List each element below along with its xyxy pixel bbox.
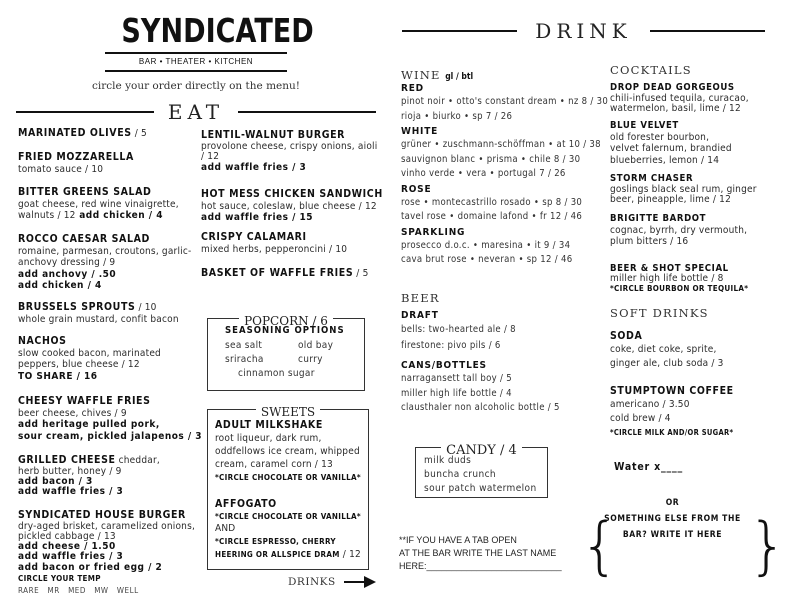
logo — [105, 11, 314, 74]
wine-item[interactable]: grüner • zuschmann-schöffman • at 10 / 38 — [401, 139, 601, 150]
right-brace-icon: } — [748, 509, 788, 582]
eat-heading-label: EAT — [167, 100, 225, 124]
logo-rule-bottom — [105, 70, 287, 72]
tab-notice: **IF YOU HAVE A TAB OPEN AT THE BAR WRITE THE LAST NAME HERE:___________________________ — [399, 535, 562, 571]
candy-item[interactable]: sour patch watermelon — [424, 483, 537, 494]
wine-category-white: WHITE — [401, 126, 439, 137]
menu-item-fried-mozzarella[interactable]: FRIED MOZZARELLA tomato sauce / 10 — [18, 151, 134, 175]
tagline: circle your order directly on the menu! — [92, 80, 300, 92]
wine-item[interactable]: cava brut rose • neveran • sp 12 / 46 — [401, 254, 573, 265]
cocktail-brigitte-bardot[interactable]: BRIGITTE BARDOT cognac, byrrh, dry vermouth, plum bitters / 16 — [610, 213, 748, 247]
temp-label: CIRCLE YOUR TEMP — [18, 573, 101, 583]
wine-item[interactable]: sauvignon blanc • prisma • chile 8 / 30 — [401, 153, 581, 165]
menu-item-lentil-walnut-burger[interactable]: LENTIL-WALNUT BURGER provolone cheese, crispy onions, aioli / 12 add waffle fries / 3 — [201, 129, 378, 173]
write-in-area[interactable] — [605, 545, 745, 580]
divider — [16, 111, 154, 113]
menu-item-nachos[interactable]: NACHOS slow cooked bacon, marinated peppers, blue cheese / 12 TO SHARE / 16 — [18, 335, 161, 382]
candy-box — [415, 443, 548, 498]
sweets-title: SWEETS — [256, 405, 320, 419]
menu-item-adult-milkshake[interactable]: ADULT MILKSHAKE root liqueur, dark rum, oddfellows ice cream, whipped cream, caramel corn / 13 *CIRCLE CHOCOLATE OR VANILLA* — [215, 419, 361, 482]
popcorn-title: POPCORN / 6 — [239, 314, 333, 328]
wine-item[interactable]: pinot noir • otto's constant dream • nz 8 / 30 — [401, 96, 609, 107]
menu-item-cheesy-waffle-fries[interactable]: CHEESY WAFFLE FRIES beer cheese, chives / 9 add heritage pulled pork, sour cream, pickled jalapenos / 3 — [18, 395, 203, 442]
wine-category-sparkling: SPARKLING — [401, 226, 466, 238]
soft-drinks-heading: SOFT DRINKS — [610, 306, 709, 320]
wine-item[interactable]: vinho verde • vera • portugal 7 / 26 — [401, 168, 566, 179]
wine-category-rose: ROSE — [401, 183, 432, 195]
seasoning-cinnamon-sugar[interactable]: cinnamon sugar — [238, 368, 315, 379]
seasoning-sea-salt[interactable]: sea salt — [225, 340, 263, 351]
beer-item[interactable]: narragansett tall boy / 5 — [401, 373, 512, 384]
beer-category-cans-bottles: CANS/BOTTLES — [401, 360, 487, 371]
tab-name-field[interactable]: HERE:___________________________ — [399, 561, 562, 571]
wine-item[interactable]: tavel rose • domaine lafond • fr 12 / 46 — [401, 211, 583, 222]
candy-item[interactable]: milk duds — [424, 455, 472, 466]
drink-heading — [402, 20, 765, 42]
popcorn-box[interactable] — [207, 314, 365, 391]
menu-item-affogato[interactable]: AFFOGATO *CIRCLE CHOCOLATE OR VANILLA* AND *CIRCLE ESPRESSO, CHERRY HEERING OR ALLSPICE DRAM / 12 — [215, 498, 361, 560]
wine-item[interactable]: rioja • biurko • sp 7 / 26 — [401, 110, 513, 122]
menu-item-crispy-calamari[interactable]: CRISPY CALAMARI mixed herbs, pepperoncini / 10 — [201, 231, 348, 255]
beer-item[interactable]: clausthaler non alcoholic bottle / 5 — [401, 402, 560, 413]
beer-item[interactable]: miller high life bottle / 4 — [401, 387, 512, 399]
sweets-box — [207, 405, 369, 570]
logo-subtitle: BAR • THEATER • KITCHEN — [138, 57, 254, 66]
menu-item-grilled-cheese[interactable]: GRILLED CHEESE cheddar, herb butter, honey / 9 add bacon / 3 add waffle fries / 3 — [18, 454, 160, 497]
divider — [402, 30, 517, 32]
wine-item[interactable]: prosecco d.o.c. • maresina • it 9 / 34 — [401, 239, 571, 251]
seasoning-options-label: SEASONING OPTIONS — [225, 325, 345, 336]
arrow-right-icon — [344, 575, 376, 589]
divider — [650, 30, 765, 32]
wine-category-red: RED — [401, 83, 424, 94]
seasoning-curry[interactable]: curry — [298, 354, 323, 365]
candy-title: CANDY / 4 — [441, 443, 522, 458]
cocktail-drop-dead-gorgeous[interactable]: DROP DEAD GORGEOUS chili-infused tequila, curacao, watermelon, basil, lime / 12 — [610, 82, 749, 114]
beer-item[interactable]: bells: two-hearted ale / 8 — [401, 324, 516, 335]
beer-category-draft: DRAFT — [401, 310, 439, 321]
logo-rule-top — [105, 52, 287, 54]
seasoning-old-bay[interactable]: old bay — [298, 340, 334, 351]
drink-heading-label: DRINK — [535, 19, 632, 43]
cocktail-blue-velvet[interactable]: BLUE VELVET old forester bourbon, velvet falernum, brandied blueberries, lemon / 14 — [610, 120, 732, 166]
beer-shot-special[interactable]: BEER & SHOT SPECIAL miller high life bottle / 8 *CIRCLE BOURBON OR TEQUILA* — [610, 263, 749, 293]
left-brace-icon: { — [580, 509, 620, 582]
menu-item-hot-mess-chicken-sandwich[interactable]: HOT MESS CHICKEN SANDWICH hot sauce, coleslaw, blue cheese / 12 add waffle fries / 15 — [201, 188, 383, 223]
soft-drink-stumptown-coffee[interactable]: STUMPTOWN COFFEE americano / 3.50 cold brew / 4 *CIRCLE MILK AND/OR SUGAR* — [610, 385, 734, 437]
menu-item-marinated-olives[interactable]: MARINATED OLIVES / 5 — [18, 127, 147, 139]
menu-item-rocco-caesar-salad[interactable]: ROCCO CAESAR SALAD romaine, parmesan, croutons, garlic-anchovy dressing / 9 add anchovy / .50 add chicken / 4 — [18, 233, 192, 291]
seasoning-sriracha[interactable]: sriracha — [225, 354, 264, 365]
menu-item-house-burger[interactable]: SYNDICATED HOUSE BURGER dry-aged brisket, caramelized onions, pickled cabbage / 13 add cheese / 1.50 add waffle fries / 3 add bacon or fried egg / 2 CIRCLE YOUR TEMP RARE MR MED MW WELL — [18, 510, 203, 597]
divider — [238, 111, 376, 113]
soft-drink-soda[interactable]: SODA coke, diet coke, sprite, ginger ale, club soda / 3 — [610, 330, 724, 369]
wine-list — [401, 82, 611, 268]
eat-heading — [16, 101, 376, 123]
drinks-link-label: DRINKS — [288, 576, 336, 588]
cocktail-storm-chaser[interactable]: STORM CHASER goslings black seal rum, ginger beer, pineapple, lime / 12 — [610, 173, 757, 205]
wine-item[interactable]: rose • montecastrillo rosado • sp 8 / 30 — [401, 196, 583, 208]
candy-item[interactable]: buncha crunch — [424, 469, 497, 480]
write-in-prompt: OR SOMETHING ELSE FROM THE BAR? WRITE IT HERE — [604, 498, 741, 540]
beer-heading: BEER — [401, 291, 440, 305]
wine-heading: WINE gl / btl — [401, 68, 474, 82]
drinks-link[interactable] — [288, 575, 376, 589]
water-field[interactable]: Water x____ — [614, 461, 684, 473]
beer-item[interactable]: firestone: pivo pils / 6 — [401, 340, 501, 351]
logo-title: SYNDICATED — [121, 11, 314, 50]
menu-item-brussels-sprouts[interactable]: BRUSSELS SPROUTS / 10 whole grain mustard, confit bacon — [18, 301, 179, 325]
cocktails-heading: COCKTAILS — [610, 63, 692, 77]
beer-list — [401, 309, 611, 416]
temp-options[interactable]: RARE MR MED MW WELL — [18, 585, 139, 595]
menu-item-basket-of-waffle-fries[interactable]: BASKET OF WAFFLE FRIES / 5 — [201, 267, 369, 279]
menu-item-bitter-greens-salad[interactable]: BITTER GREENS SALAD goat cheese, red wine vinaigrette, walnuts / 12 add chicken / 4 — [18, 186, 179, 221]
